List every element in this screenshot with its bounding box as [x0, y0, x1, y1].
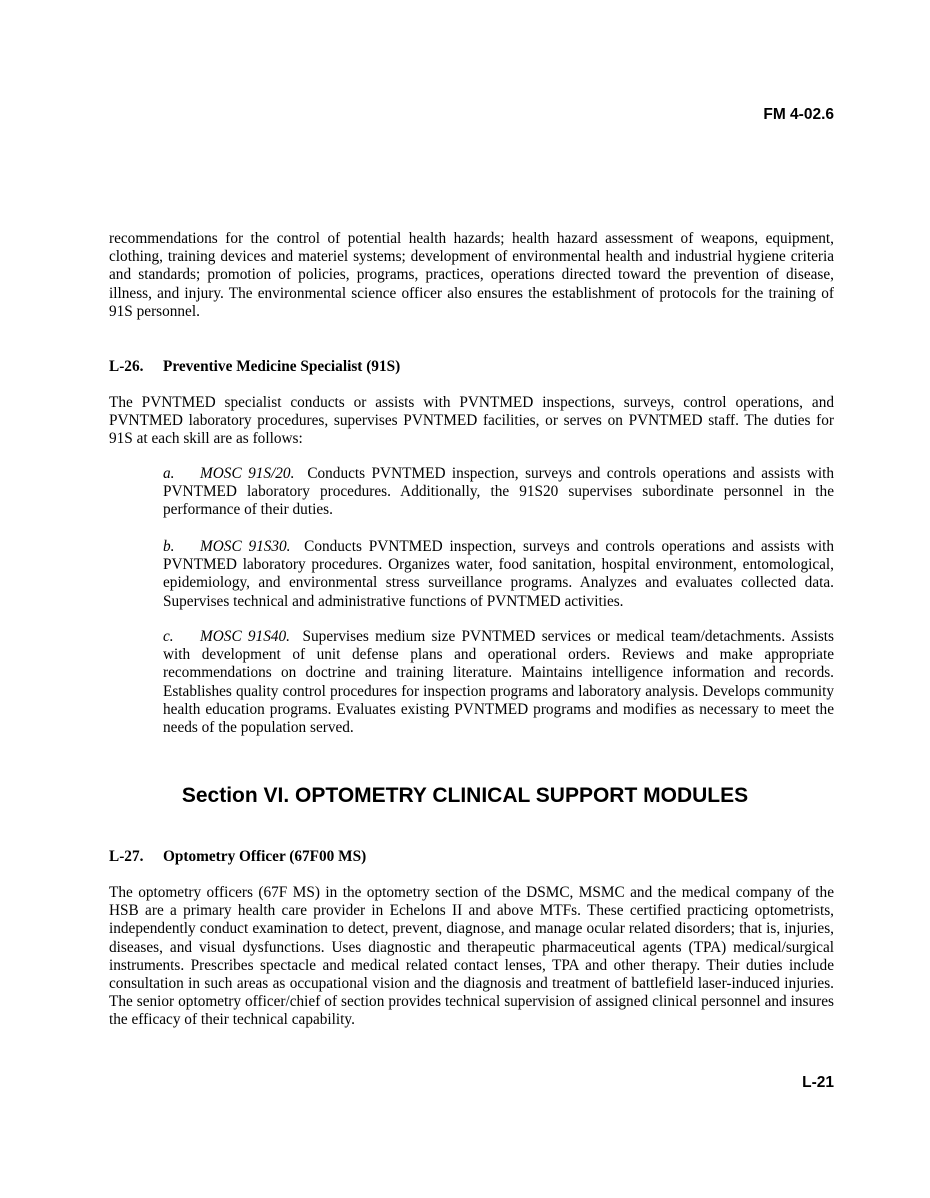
item-letter: b. — [163, 538, 175, 555]
paragraph-number: L-26. — [109, 358, 144, 375]
l27-body-text: The optometry officers (67F MS) in the optometry section of the DSMC, MSMC and the medical company of the HSB are a primary health care provider in Echelons II and above MTFs. These certified practicing optometrists, independently conduct examination to detect, prevent, diagnose, and manage ocular related disorders; that is, injuries, diseases, and visual dysfunctions. Uses diagnostic and therapeutic pharmaceutical agents (TPA) medical/surgical instruments. Prescribes spectacle and medical related contact lenses, TPA and other therapy. Their duties include consultation in such areas as occupational vision and the diagnosis and treatment of battlefield laser-induced injuries. The senior optometry officer/chief of section provides technical supervision of assigned clinical personnel and insures the efficacy of their technical capability. — [109, 884, 834, 1029]
paragraph-heading-l26 — [109, 358, 400, 376]
item-title: MOSC 91S30. — [200, 538, 291, 555]
l27-body — [109, 884, 834, 1030]
section-title: Section VI. OPTOMETRY CLINICAL SUPPORT MODULES — [181, 784, 749, 807]
page-number: L-21 — [802, 1074, 834, 1091]
paragraph-heading-l27 — [109, 848, 366, 866]
item-title: MOSC 91S40. — [200, 628, 290, 645]
item-letter: a. — [163, 465, 175, 482]
document-id-header: FM 4-02.6 — [763, 106, 834, 123]
l26-item-a — [109, 465, 834, 520]
paragraph-title: Preventive Medicine Specialist (91S) — [163, 358, 401, 375]
item-title: MOSC 91S/20. — [200, 465, 295, 482]
item-letter: c. — [163, 628, 174, 645]
l26-body-text: The PVNTMED specialist conducts or assists with PVNTMED inspections, surveys, control operations, and PVNTMED laboratory procedures, supervises PVNTMED facilities, or serves on PVNTMED staff. The duties for 91S at each skill are as follows: — [109, 394, 834, 448]
l26-item-c — [109, 628, 834, 737]
intro-paragraph — [109, 230, 834, 321]
item-text: Supervises medium size PVNTMED services or medical team/detachments. Assists with development of unit defense plans and operational orders. Reviews and make appropriate recommendations on doctrine and training literature. Maintains intelligence information and records. Establishes quality control procedures for inspection programs and laboratory analysis. Develops community health education programs. Evaluates existing PVNTMED programs and modifies as necessary to meet the needs of the population served. — [163, 628, 834, 737]
intro-text: recommendations for the control of potential health hazards; health hazard assessment of weapons, equipment, clothing, training devices and materiel systems; development of environmental health and industrial hygiene criteria and standards; promotion of policies, programs, practices, operations directed toward the prevention of disease, illness, and injury. The environmental science officer also ensures the establishment of protocols for the training of 91S personnel. — [109, 230, 834, 320]
paragraph-number: L-27. — [109, 848, 144, 865]
l26-item-b — [109, 538, 834, 611]
l26-body — [109, 394, 834, 449]
item-text: Conducts PVNTMED inspection, surveys and controls operations and assists with PVNTMED laboratory procedures. Additionally, the 91S20 supervises subordinate personnel in the performance of their duties. — [163, 465, 834, 519]
item-text: Conducts PVNTMED inspection, surveys and controls operations and assists with PVNTMED laboratory procedures. Organizes water, food sanitation, hospital environment, entomological, epidemiology, and environmental stress surveillance programs. Analyzes and evaluates collected data. Supervises technical and administrative functions of PVNTMED activities. — [163, 538, 834, 610]
paragraph-title: Optometry Officer (67F00 MS) — [163, 848, 367, 865]
